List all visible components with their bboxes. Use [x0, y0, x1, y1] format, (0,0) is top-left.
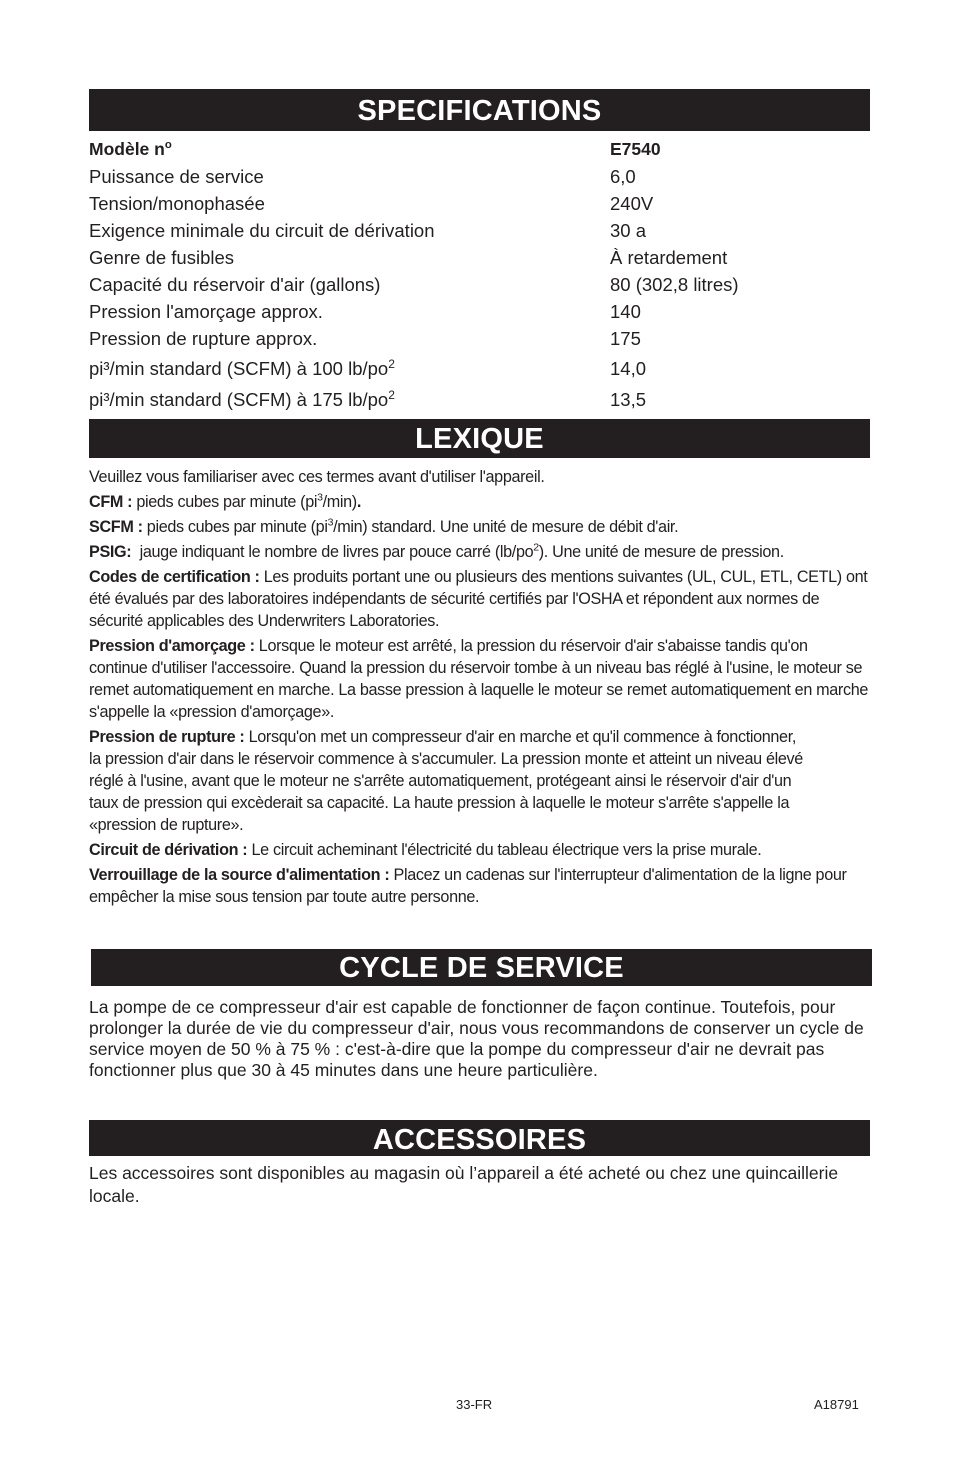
- specifications-table: [89, 136, 870, 414]
- spec-value: 140: [610, 301, 641, 322]
- lexique-entry-verrouillage: Verrouillage de la source d'alimentation : Placez un cadenas sur l'interrupteur d'alimentation de la ligne pour empêcher la mise sous tension par toute autre personne.: [89, 866, 847, 906]
- lexique-entry-circuit: Circuit de dérivation : Le circuit acheminant l'électricité du tableau électrique vers la prise murale.: [89, 841, 762, 859]
- spec-value: 240V: [610, 193, 654, 214]
- spec-label: Exigence minimale du circuit de dérivation: [89, 220, 435, 241]
- spec-label: Capacité du réservoir d'air (gallons): [89, 274, 381, 295]
- lexique-entry-rupture: Pression de rupture : Lorsqu'on met un compresseur d'air en marche et qu'il commence à fonctionner, la pression d'air dans le réservoir commence à s'accumuler. La pression monte et atteint un niveau élevé réglé à l'usine, avant que le moteur ne s'arrête automatiquement, protégeant ainsi le réservoir d'air d'un taux de pression qui excèderait sa capacité. La haute pression à laquelle le moteur s'arrête s'appelle la «pression de rupture».: [89, 728, 803, 834]
- spec-row: [89, 298, 870, 325]
- spec-label: Tension/monophasée: [89, 193, 265, 214]
- page-number: 33-FR: [456, 1397, 493, 1412]
- spec-label: Pression l'amorçage approx.: [89, 301, 323, 322]
- spec-value: 80 (302,8 litres): [610, 274, 739, 295]
- spec-row: [89, 244, 870, 271]
- spec-label: pi³/min standard (SCFM) à 100 $lb/po^2$: [89, 356, 395, 379]
- spec-value: 175: [610, 328, 641, 349]
- spec-header-row: [89, 136, 870, 163]
- spec-label: Pression de rupture approx.: [89, 328, 318, 349]
- cycle-paragraph: La pompe de ce compresseur d'air est capable de fonctionner de façon continue. Toutefois, pour prolonger la durée de vie du compresseur d'air, nous vous recommandons de conserver un cycle de service moyen de 50 % à 75 % : c'est-à-dire que la pompe du compresseur d'air ne devrait pas fonctionner plus que 30 à 45 minutes dans une heure particulière.: [89, 997, 864, 1080]
- lexique-entry-cfm: CFM : pieds cubes par minute $(pi^3/\min)$.: [89, 491, 361, 511]
- cycle-heading: CYCLE DE SERVICE: [91, 949, 872, 986]
- accessoires-heading: ACCESSOIRES: [89, 1120, 870, 1156]
- spec-value: À retardement: [610, 247, 728, 268]
- spec-row: [89, 217, 870, 244]
- spec-row: [89, 383, 870, 414]
- spec-label: Genre de fusibles: [89, 247, 235, 268]
- spec-row: [89, 325, 870, 352]
- lexique-entry-scfm: SCFM : pieds cubes par minute $(pi^3/\min)$ standard. Une unité de mesure de débit d'air.: [89, 516, 679, 536]
- document-code: A18791: [814, 1397, 859, 1412]
- lexique-heading: LEXIQUE: [89, 419, 870, 458]
- spec-label: Puissance de service: [89, 166, 264, 187]
- lexique-body: [89, 466, 869, 911]
- lexique-intro: Veuillez vous familiariser avec ces termes avant d'utiliser l'appareil.: [89, 468, 545, 486]
- spec-value: E7540: [610, 139, 661, 159]
- spec-row: [89, 190, 870, 217]
- spec-row: [89, 352, 870, 383]
- spec-value: 14,0: [610, 358, 647, 379]
- spec-value: 30 a: [610, 220, 647, 241]
- spec-row: [89, 163, 870, 190]
- lexique-entry-codes: Codes de certification : Les produits portant une ou plusieurs des mentions suivantes (UL, CUL, ETL, CETL) ont été évalués par des laboratoires indépendants de sécurité certifiés par l'OSHA et répondent aux normes de sécurité applicables des Underwriters Laboratories.: [89, 568, 868, 630]
- lexique-entry-amorcage: Pression d'amorçage : Lorsque le moteur est arrêté, la pression du réservoir d'air s'abaisse tandis qu'on continue d'utiliser l'accessoire. Quand la pression du réservoir tombe à un niveau bas réglé à l'usine, le moteur se remet automatiquement en marche. La basse pression à laquelle le moteur se remet automatiquement en marche s'appelle la «pression d'amorçage».: [89, 637, 869, 721]
- spec-value: 13,5: [610, 389, 647, 410]
- spec-row: [89, 271, 870, 298]
- specifications-heading: SPECIFICATIONS: [89, 89, 870, 131]
- spec-label: pi³/min standard (SCFM) à 175 $lb/po^2$: [89, 387, 395, 410]
- spec-label: Modèle $n^o$: [89, 139, 172, 159]
- lexique-entry-psig: PSIG: jauge indiquant le nombre de livres par pouce carré $(lb/po^2)$. Une unité de mesure de pression.: [89, 541, 784, 561]
- accessoires-paragraph: Les accessoires sont disponibles au magasin où l’appareil a été acheté ou chez une quincaillerie locale.: [89, 1163, 839, 1206]
- spec-value: 6,0: [610, 166, 636, 187]
